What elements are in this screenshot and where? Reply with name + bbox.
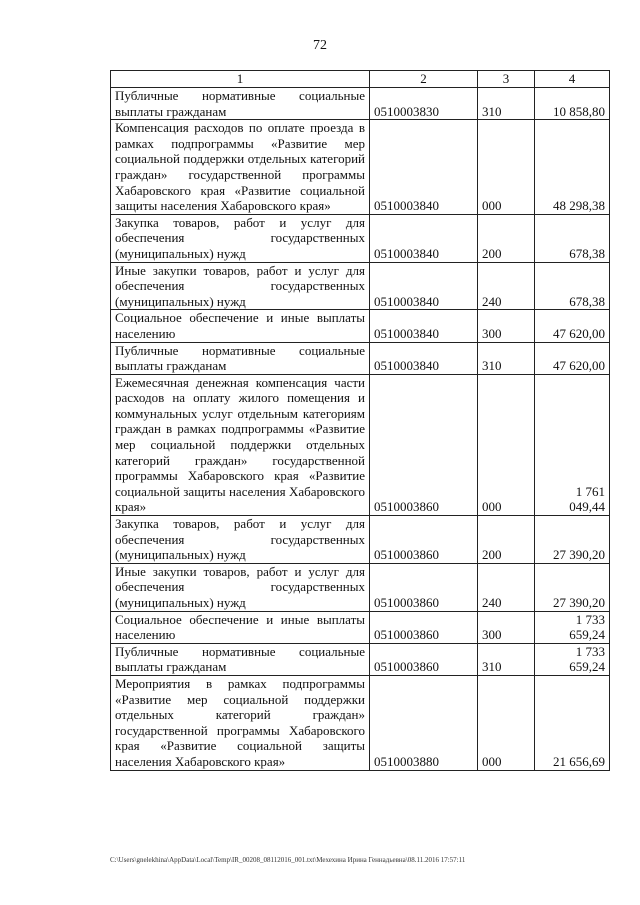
row-amount: 27 390,20 <box>535 563 610 611</box>
row-code: 0510003840 <box>370 120 478 215</box>
row-amount: 47 620,00 <box>535 342 610 374</box>
row-vr: 200 <box>478 214 535 262</box>
table-row <box>111 675 610 770</box>
row-vr: 300 <box>478 310 535 342</box>
row-code: 0510003860 <box>370 516 478 564</box>
header-col-4: 4 <box>535 71 610 88</box>
budget-table <box>110 70 610 771</box>
row-amount: 1 761 049,44 <box>535 374 610 515</box>
row-vr: 000 <box>478 675 535 770</box>
row-name: Ежемесячная денежная компенсация части расходов на оплату жилого помещения и коммунальных услуг отдельным категориям граждан в рамках подпрограммы «Развитие мер социальной поддержки отдельных категорий граждан» государственной программы Хабаровского края «Развитие социальной защиты населения Хабаровского края» <box>111 374 370 515</box>
row-code: 0510003880 <box>370 675 478 770</box>
row-vr: 310 <box>478 342 535 374</box>
table-header-row <box>111 71 610 88</box>
row-amount: 678,38 <box>535 214 610 262</box>
row-code: 0510003840 <box>370 342 478 374</box>
row-code: 0510003860 <box>370 563 478 611</box>
page-number: 72 <box>313 38 327 53</box>
row-code: 0510003840 <box>370 262 478 310</box>
row-amount: 27 390,20 <box>535 516 610 564</box>
table-row <box>111 342 610 374</box>
table-row <box>111 374 610 515</box>
row-vr: 300 <box>478 611 535 643</box>
row-vr: 200 <box>478 516 535 564</box>
row-amount: 1 733 659,24 <box>535 611 610 643</box>
row-vr: 000 <box>478 120 535 215</box>
row-code: 0510003860 <box>370 611 478 643</box>
row-name: Социальное обеспечение и иные выплаты населению <box>111 611 370 643</box>
row-name: Социальное обеспечение и иные выплаты населению <box>111 310 370 342</box>
row-name: Компенсация расходов по оплате проезда в рамках подпрограммы «Развитие мер социальной поддержки отдельных категорий граждан» государственной программы Хабаровского края «Развитие социальной защиты населения Хабаровского края» <box>111 120 370 215</box>
header-col-1: 1 <box>111 71 370 88</box>
header-col-3: 3 <box>478 71 535 88</box>
table-row <box>111 310 610 342</box>
row-amount: 48 298,38 <box>535 120 610 215</box>
row-name: Публичные нормативные социальные выплаты гражданам <box>111 342 370 374</box>
row-name: Публичные нормативные социальные выплаты гражданам <box>111 643 370 675</box>
row-code: 0510003830 <box>370 88 478 120</box>
row-vr: 240 <box>478 563 535 611</box>
row-amount: 21 656,69 <box>535 675 610 770</box>
table-row <box>111 563 610 611</box>
row-name: Иные закупки товаров, работ и услуг для обеспечения государственных (муниципальных) нужд <box>111 563 370 611</box>
row-amount: 678,38 <box>535 262 610 310</box>
row-name: Публичные нормативные социальные выплаты гражданам <box>111 88 370 120</box>
row-name: Закупка товаров, работ и услуг для обеспечения государственных (муниципальных) нужд <box>111 516 370 564</box>
row-name: Иные закупки товаров, работ и услуг для обеспечения государственных (муниципальных) нужд <box>111 262 370 310</box>
row-vr: 310 <box>478 643 535 675</box>
table-row <box>111 214 610 262</box>
table-row <box>111 643 610 675</box>
row-code: 0510003860 <box>370 643 478 675</box>
table-row <box>111 120 610 215</box>
table-row <box>111 88 610 120</box>
row-vr: 240 <box>478 262 535 310</box>
header-col-2: 2 <box>370 71 478 88</box>
row-amount: 47 620,00 <box>535 310 610 342</box>
row-amount: 1 733 659,24 <box>535 643 610 675</box>
row-code: 0510003840 <box>370 310 478 342</box>
table-row <box>111 516 610 564</box>
row-vr: 000 <box>478 374 535 515</box>
row-code: 0510003840 <box>370 214 478 262</box>
file-path-footer: C:\Users\gnelekhina\AppData\Local\Temp\IR_00208_08112016_001.txt\Мехехина Ирина Геннадьевна\08.11.2016 17:57:11 <box>110 856 466 864</box>
row-name: Закупка товаров, работ и услуг для обеспечения государственных (муниципальных) нужд <box>111 214 370 262</box>
row-code: 0510003860 <box>370 374 478 515</box>
row-vr: 310 <box>478 88 535 120</box>
table-row <box>111 262 610 310</box>
row-amount: 10 858,80 <box>535 88 610 120</box>
table-row <box>111 611 610 643</box>
row-name: Мероприятия в рамках подпрограммы «Развитие мер социальной поддержки отдельных категорий граждан» государственной программы Хабаровского края «Развитие социальной защиты населения Хабаровского края» <box>111 675 370 770</box>
